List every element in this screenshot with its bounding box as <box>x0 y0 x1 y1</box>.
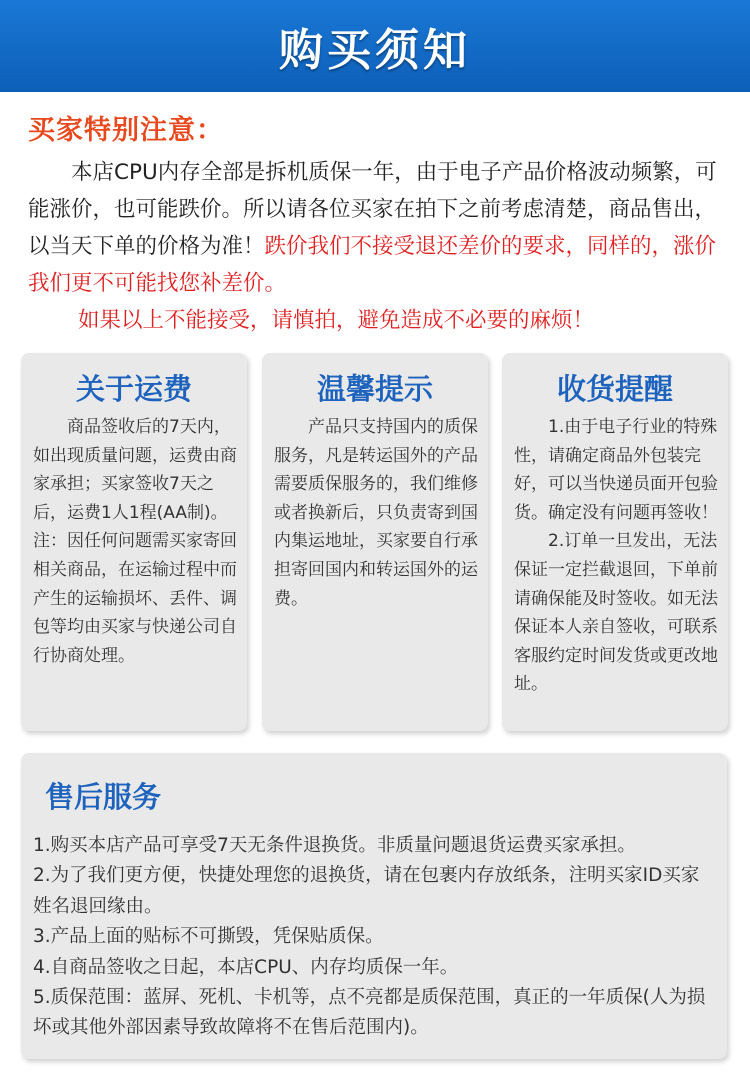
buyer-notice <box>28 112 728 339</box>
tips-title: 温馨提示 <box>316 372 433 406</box>
receipt-para-1: 1.由于电子行业的特殊性，请确定商品外包装完好，可以当快递员面开包验货。确定没有问题再签收！ <box>514 417 718 523</box>
notice-title: 买家特别注意： <box>28 115 224 146</box>
notice-warning: 如果以上不能接受，请慎拍，避免造成不必要的麻烦！ <box>78 308 595 333</box>
notice-body-red: 跌价我们不接受退还差价的要求，同样的，涨价我们更不可能找您补差价。 <box>28 234 717 296</box>
after-sales-item: 1.购买本店产品可享受7天无条件退换货。非质量问题退货运费买家承担。 <box>33 835 636 856</box>
after-sales-item: 5.质保范围：蓝屏、死机、卡机等，点不亮都是质保范围，真正的一年质保(人为损坏或其他外部因素导致故障将不在售后范围内)。 <box>33 987 706 1039</box>
receipt-card <box>502 353 728 731</box>
tips-text <box>262 409 488 613</box>
shipping-para-1: 商品签收后的7天内，如出现质量问题，运费由商家承担；买家签收7天之后，运费1人1程(AA制)。 <box>33 417 237 523</box>
after-sales-list <box>21 817 727 1044</box>
receipt-para-2: 2.订单一旦发出，无法保证一定拦截退回，下单前请确保能及时签收。如无法保证本人亲自签收，可联系客服约定时间发货或更改地址。 <box>514 531 718 695</box>
after-sales-card <box>21 753 727 1059</box>
shipping-text <box>21 409 247 670</box>
after-sales-item: 4.自商品签收之日起，本店CPU、内存均质保一年。 <box>33 956 459 978</box>
page-header <box>0 0 750 92</box>
tips-card <box>262 353 488 731</box>
shipping-title: 关于运费 <box>75 372 192 406</box>
tips-para-1: 产品只支持国内的质保服务，凡是转运国外的产品需要质保服务的，我们维修或者换新后，只负责寄到国内集运地址，买家要自行承担寄回国内和转运国外的运费。 <box>274 417 478 609</box>
page-title: 购买须知 <box>279 25 471 76</box>
shipping-card <box>21 353 247 731</box>
receipt-text <box>502 409 728 699</box>
shipping-para-2: 注：因任何问题需买家寄回相关商品，在运输过程中而产生的运输损坏、丢件、调包等均由买家与快递公司自行协商处理。 <box>33 531 237 666</box>
receipt-title: 收货提醒 <box>556 372 673 406</box>
notice-body-normal: 本店CPU内存全部是拆机质保一年，由于电子产品价格波动频繁，可能涨价，也可能跌价。所以请各位买家在拍下之前考虑清楚，商品售出，以当天下单的价格为准！ <box>28 160 717 259</box>
after-sales-item: 3.产品上面的贴标不可撕毁，凭保贴质保。 <box>33 926 384 948</box>
after-sales-item: 2.为了我们更方便，快捷处理您的退换货，请在包裹内存放纸条，注明买家ID买家姓名退回缘由。 <box>33 865 700 917</box>
notice-body <box>28 154 728 302</box>
after-sales-title: 售后服务 <box>45 780 162 814</box>
